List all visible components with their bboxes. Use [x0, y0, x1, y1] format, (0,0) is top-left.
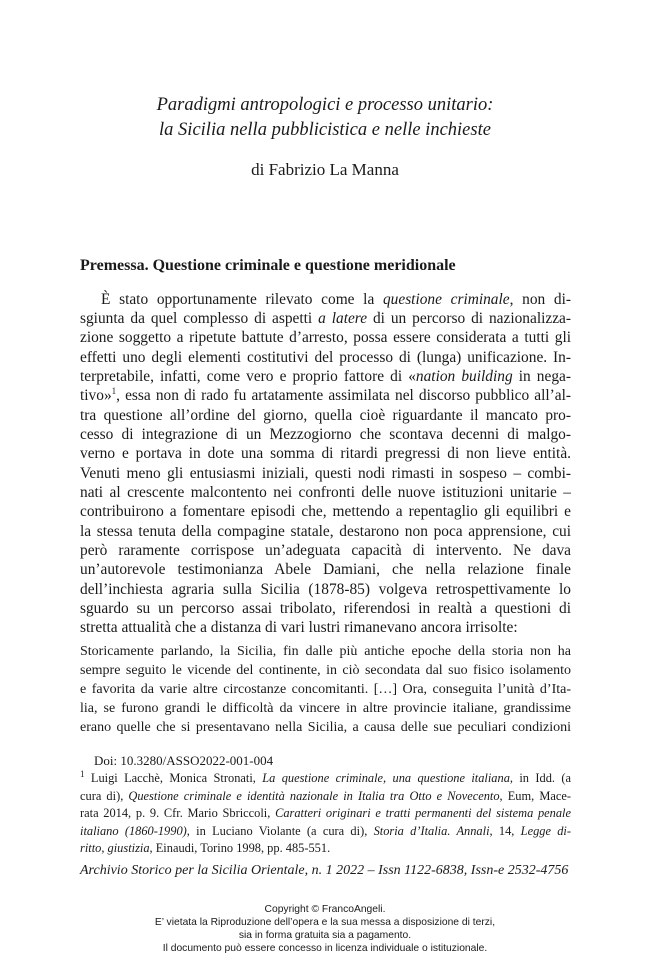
- paragraph-line: tivo»$^1$, essa non di rado fu artatamente assimilata nel discorso pubblico all’al-: [80, 386, 571, 404]
- copyright-line: sia in forma gratuita sia a pagamento.: [238, 930, 412, 941]
- paragraph-line: verno e portava in dote una somma di ritardi pregressi di non lieve entità.: [80, 445, 571, 462]
- article-title-line-1: Paradigmi antropologici e processo unitario:: [156, 95, 494, 115]
- paragraph-line: però raramente corrispose un’adeguata capacità di intervento. Ne dava: [80, 542, 571, 559]
- paragraph-line: terpretabile, infatti, come vero e proprio fattore di «nation building in nega-: [80, 368, 571, 385]
- footnote-line: cura di), Questione criminale e identità nazionale in Italia tra Otto e Novecento, Eum, Mace-: [80, 789, 571, 803]
- journal-citation: Archivio Storico per la Sicilia Orientale, n. 1 2022 – Issn 1122-6838, Issn-e 2532-4756: [80, 863, 569, 878]
- footnote-number: 1: [80, 770, 85, 779]
- paragraph-line: sgiunta da quel complesso di aspetti a latere di un percorso di nazionalizza-: [80, 310, 571, 327]
- doi-line: Doi: 10.3280/ASSO2022-001-004: [94, 753, 274, 768]
- quote-line: sempre seguito le vicende del continente, in ciò secondata dal suo fisico isolamento: [80, 663, 571, 678]
- paragraph-line: nati al crescente malcontento nei confronti delle nuove istituzioni unitarie –: [80, 484, 571, 501]
- footnote-line: rata 2014, p. 9. Cfr. Mario Sbriccoli, Caratteri originari e tratti permanenti del sistema penale: [80, 806, 571, 820]
- section-heading: Premessa. Questione criminale e questione meridionale: [80, 257, 456, 274]
- paragraph-line: cesso di integrazione di un Mezzogiorno che scontava decenni di malgo-: [80, 426, 571, 443]
- quote-line: e favorita da varie altre circostanze concomitanti. […] Ora, conseguita l’unità d’Ita-: [80, 682, 571, 697]
- quote-line: erano quelle che si presentavano nella Sicilia, a causa delle sue peculiari condizioni: [80, 720, 571, 735]
- paragraph-line: È stato opportunamente rilevato come la questione criminale, non di-: [101, 291, 571, 308]
- quote-line: lia, se furono grandi le difficoltà da vincere in altre provincie italiane, grandissime: [80, 701, 571, 716]
- paragraph-line: contribuirono a fomentare episodi che, mettendo a repentaglio gli equilibri e: [80, 503, 571, 520]
- article-title-line-2: la Sicilia nella pubblicistica e nelle inchieste: [159, 120, 491, 140]
- paragraph-line: zione soggetto a ripetute battute d’arresto, possa essere considerata a tutti gli: [80, 329, 571, 346]
- copyright-line: Copyright © FrancoAngeli.: [264, 904, 386, 915]
- paragraph-line: stretta attualità che a distanza di vari lustri rimanevano ancora irrisolte:: [80, 619, 518, 636]
- author-line: di Fabrizio La Manna: [251, 160, 399, 179]
- paragraph-line: Venuti meno gli entusiasmi iniziali, questi nodi rimasti in sospeso – combi-: [80, 465, 571, 482]
- copyright-line: Il documento può essere concesso in licenza individuale o istituzionale.: [162, 943, 488, 954]
- footnote-line: $^1$ Luigi Lacchè, Monica Stronati, La questione criminale, una questione italiana, in Idd. (a: [80, 770, 571, 785]
- copyright-line: E’ vietata la Riproduzione dell’opera e la sua messa a disposizione di terzi,: [154, 917, 496, 928]
- paragraph-line: tra questione all’ordine del giorno, quella cioè riguardante il mancato pro-: [80, 407, 571, 424]
- footnote-line: ritto, giustizia, Einaudi, Torino 1998, pp. 485-551.: [80, 841, 331, 855]
- paragraph-line: effetti uno degli elementi costitutivi del processo di (lunga) unificazione. In-: [80, 349, 571, 366]
- paragraph-line: sguardo su un percorso assai tribolato, riferendosi in realtà a questioni di: [80, 600, 571, 617]
- paragraph-line: dell’inchiesta agraria sulla Sicilia (1878-85) volgeva retrospettivamente lo: [80, 581, 571, 598]
- quote-line: Storicamente parlando, la Sicilia, fin dalle più antiche epoche della storia non ha: [80, 644, 571, 659]
- footnote-line: italiano (1860-1990), in Luciano Violante (a cura di), Storia d’Italia. Annali, 14, Legge di-: [80, 824, 571, 838]
- paragraph-line: un’autorevole testimonianza Abele Damiani, che nella relazione finale: [80, 561, 571, 578]
- paragraph-line: la stessa tenuta della compagine statale, destarono non poca apprensione, cui: [80, 523, 571, 540]
